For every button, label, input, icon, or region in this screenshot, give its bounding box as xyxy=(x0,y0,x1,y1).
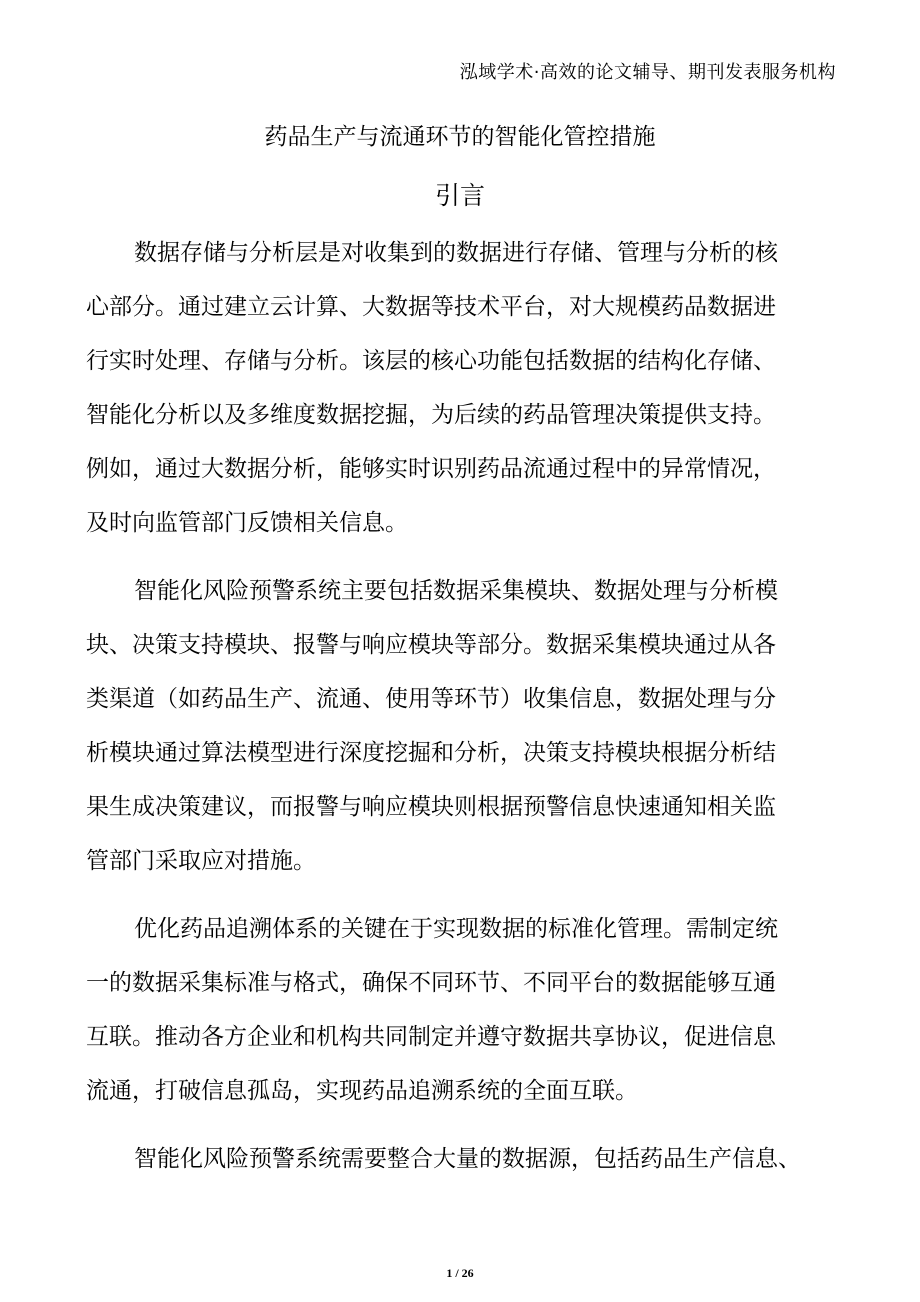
page-number: 1 / 26 xyxy=(446,1266,474,1280)
paragraph-line: 例如，通过大数据分析，能够实时识别药品流通过程中的异常情况， xyxy=(86,456,776,482)
paragraph-1 xyxy=(86,226,846,550)
paragraph-line: 行实时处理、存储与分析。该层的核心功能包括数据的结构化存储、 xyxy=(86,348,776,374)
paragraph-line: 析模块通过算法模型进行深度挖掘和分析，决策支持模块根据分析结 xyxy=(86,740,776,766)
paragraph-line: 心部分。通过建立云计算、大数据等技术平台，对大规模药品数据进 xyxy=(86,294,776,320)
paragraph-line: 管部门采取应对措施。 xyxy=(86,848,316,874)
paragraph-line: 数据存储与分析层是对收集到的数据进行存储、管理与分析的核 xyxy=(134,240,778,266)
paragraph-line: 智能化分析以及多维度数据挖掘，为后续的药品管理决策提供支持。 xyxy=(86,402,776,428)
paragraph-line: 果生成决策建议，而报警与响应模块则根据预警信息快速通知相关监 xyxy=(86,794,776,820)
paragraph-line: 类渠道（如药品生产、流通、使用等环节）收集信息，数据处理与分 xyxy=(86,686,776,712)
document-body xyxy=(86,226,846,1200)
paragraph-line: 优化药品追溯体系的关键在于实现数据的标准化管理。需制定统 xyxy=(134,916,778,942)
paragraph-line: 流通，打破信息孤岛，实现药品追溯系统的全面互联。 xyxy=(86,1078,638,1104)
paragraph-4 xyxy=(86,1132,846,1186)
paragraph-line: 互联。推动各方企业和机构共同制定并遵守数据共享协议，促进信息 xyxy=(86,1024,776,1050)
paragraph-line: 块、决策支持模块、报警与响应模块等部分。数据采集模块通过从各 xyxy=(86,632,776,658)
page-header: 泓域学术·高效的论文辅导、期刊发表服务机构 xyxy=(459,62,836,83)
paragraph-line: 智能化风险预警系统需要整合大量的数据源，包括药品生产信息、 xyxy=(134,1146,801,1172)
paragraph-line: 一的数据采集标准与格式，确保不同环节、不同平台的数据能够互通 xyxy=(86,970,776,996)
section-heading: 引言 xyxy=(434,181,485,210)
paragraph-2 xyxy=(86,564,846,888)
paragraph-line: 智能化风险预警系统主要包括数据采集模块、数据处理与分析模 xyxy=(134,578,778,604)
document-title: 药品生产与流通环节的智能化管控措施 xyxy=(264,124,656,150)
paragraph-line: 及时向监管部门反馈相关信息。 xyxy=(86,510,408,536)
paragraph-3 xyxy=(86,902,846,1118)
